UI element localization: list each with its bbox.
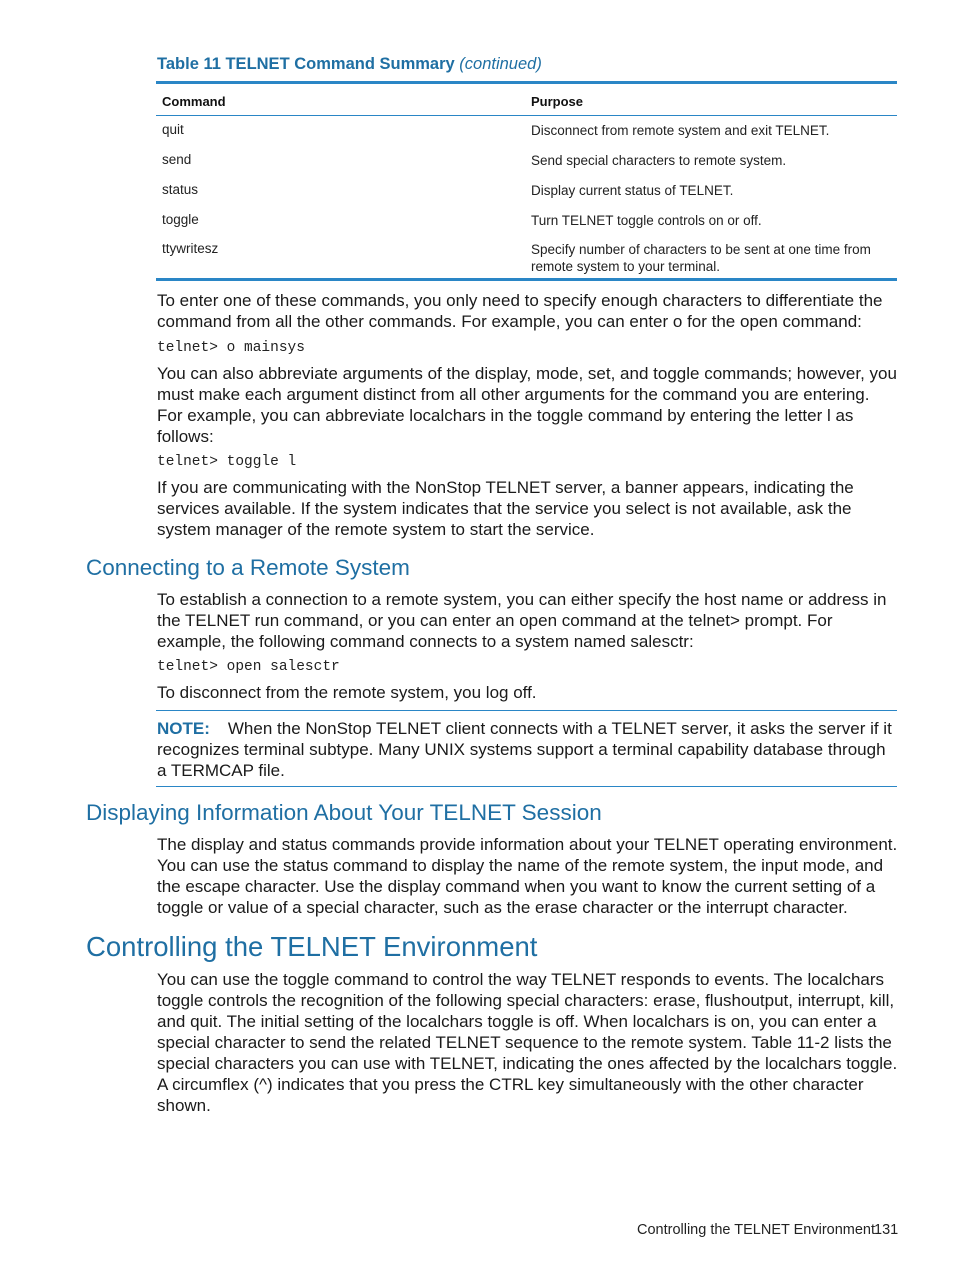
table-caption-continued: (continued) xyxy=(459,55,542,73)
page-number: 131 xyxy=(874,1222,899,1238)
table-header-purpose: Purpose xyxy=(531,94,584,109)
table-cell-purpose: Disconnect from remote system and exit TELNET. xyxy=(531,123,830,138)
table-cell-command: status xyxy=(162,182,199,197)
section-heading: Connecting to a Remote System xyxy=(86,555,410,580)
footer-section-title: Controlling the TELNET Environment xyxy=(637,1222,876,1238)
paragraph: To enter one of these commands, you only need to specify enough characters to differentiate the command from all the other commands. For example, you can enter o for the open command: xyxy=(157,291,883,331)
note-label: NOTE: xyxy=(157,719,210,738)
paragraph: You can use the toggle command to control the way TELNET responds to events. The localchars toggle controls the recognition of the following special characters: erase, flushoutput, interrupt, kill, and quit. The initial setting of the localchars toggle is off. When localchars is on, you can enter a special character to send the related TELNET sequence to the remote system. Table 11-2 lists the special characters you can use with TELNET, indicating the ones affected by the localchars toggle. A circumflex (^) indicates that you press the CTRL key simultaneously with the other character shown. xyxy=(157,970,898,1115)
command-summary-table xyxy=(156,81,897,281)
note-text: When the NonStop TELNET client connects with a TELNET server, it asks the server if it recognizes terminal subtype. Many UNIX systems support a terminal capability database through a TERMCAP file. xyxy=(157,719,892,780)
chapter-heading: Controlling the TELNET Environment xyxy=(86,931,538,962)
code-example: telnet> open salesctr xyxy=(157,659,340,675)
table-cell-purpose: Turn TELNET toggle controls on or off. xyxy=(531,213,762,228)
table-caption xyxy=(157,55,542,74)
table-caption-title: Table 11 TELNET Command Summary xyxy=(157,55,455,73)
table-row xyxy=(156,116,897,146)
table-row xyxy=(156,176,897,206)
table-row xyxy=(156,235,897,278)
table-row xyxy=(156,146,897,176)
note xyxy=(157,718,899,781)
table-cell-command: ttywritesz xyxy=(162,241,219,256)
code-example: telnet> o mainsys xyxy=(157,340,305,356)
table-cell-command: quit xyxy=(162,122,184,137)
paragraph: The display and status commands provide information about your TELNET operating environment. You can use the status command to display the name of the remote system, the input mode, and the escape character. Use the display command when you want to know the current setting of a toggle or value of a special character, such as the erase character or the interrupt character. xyxy=(157,835,898,917)
table-row xyxy=(156,206,897,235)
table-cell-purpose: Send special characters to remote system. xyxy=(531,153,787,168)
section-heading: Displaying Information About Your TELNET Session xyxy=(86,800,602,825)
paragraph: You can also abbreviate arguments of the display, mode, set, and toggle commands; however, you must make each argument distinct from all other arguments for the command you are entering. For example, you can abbreviate localchars in the toggle command by entering the letter l as follows: xyxy=(157,364,897,446)
note-rule-top xyxy=(156,710,897,711)
table-cell-purpose: Display current status of TELNET. xyxy=(531,183,734,198)
table-header-command: Command xyxy=(162,94,226,109)
paragraph: If you are communicating with the NonStop TELNET server, a banner appears, indicating the services available. If the system indicates that the service you select is not available, ask the system manager of the remote system to start the service. xyxy=(157,478,854,539)
code-example: telnet> toggle l xyxy=(157,454,297,470)
table-header-row xyxy=(156,84,897,116)
table-cell-command: send xyxy=(162,152,192,167)
paragraph: To establish a connection to a remote system, you can either specify the host name or address in the TELNET run command, or you can enter an open command at the telnet> prompt. For example, the following command connects to a system named salesctr: xyxy=(157,590,887,651)
table-cell-command: toggle xyxy=(162,212,199,227)
paragraph: To disconnect from the remote system, you log off. xyxy=(157,683,537,702)
table-cell-purpose: Specify number of characters to be sent at one time from remote system to your terminal. xyxy=(531,242,871,274)
note-rule-bottom xyxy=(156,786,897,787)
